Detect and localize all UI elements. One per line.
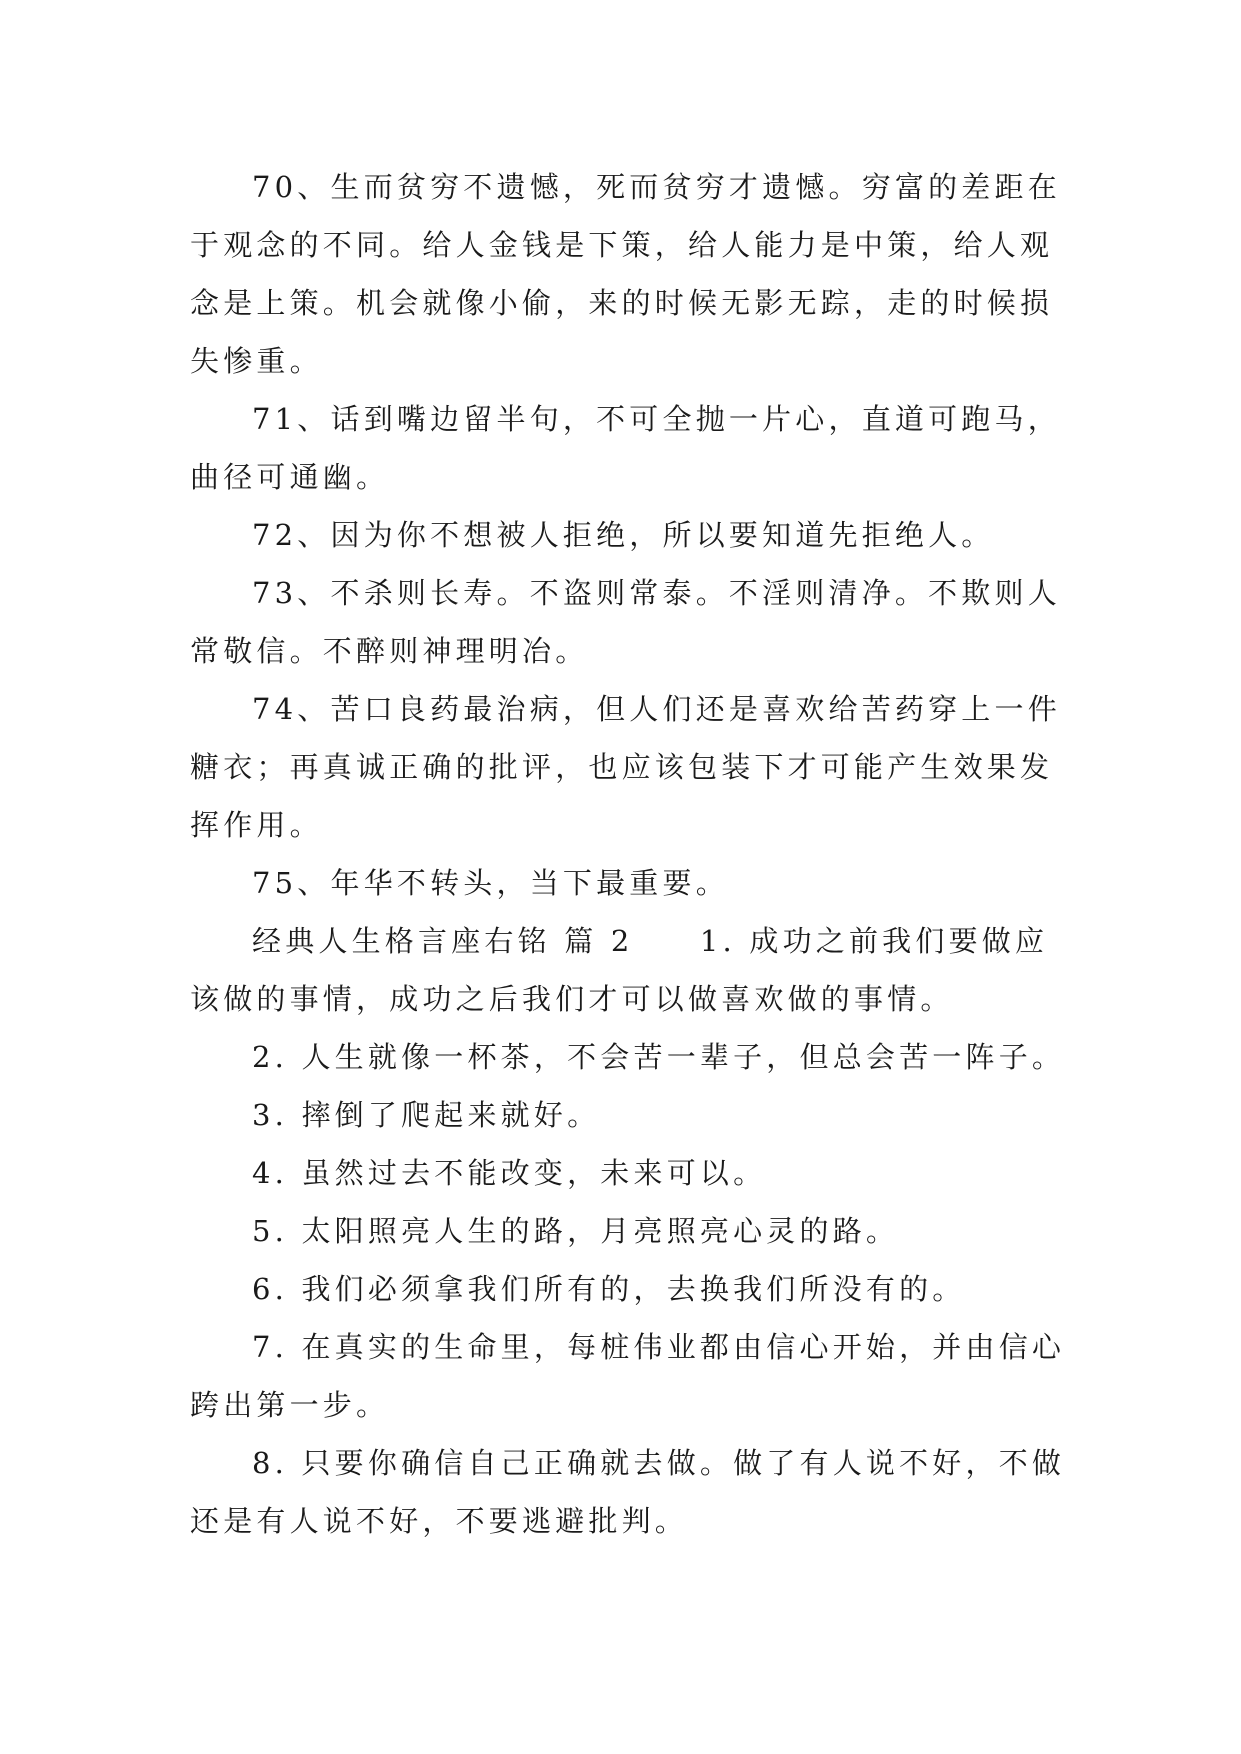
paragraph-8: 8. 只要你确信自己正确就去做。做了有人说不好，不做还是有人说不好，不要逃避批判。 [190, 1446, 1066, 1538]
paragraph-5: 5. 太阳照亮人生的路，月亮照亮心灵的路。 [252, 1214, 900, 1248]
paragraph-4: 4. 虽然过去不能改变，未来可以。 [252, 1156, 767, 1190]
paragraph-70: 70、生而贫穷不遗憾，死而贫穷才遗憾。穷富的差距在于观念的不同。给人金钱是下策，给人能力是中策，给人观念是上策。机会就像小偷，来的时候无影无踪，走的时候损失惨重。 [190, 170, 1061, 378]
paragraph-71: 71、话到嘴边留半句，不可全抛一片心，直道可跑马，曲径可通幽。 [190, 402, 1061, 494]
paragraph-3: 3. 摔倒了爬起来就好。 [252, 1098, 601, 1132]
paragraph-2: 2. 人生就像一杯茶，不会苦一辈子，但总会苦一阵子。 [252, 1040, 1066, 1074]
paragraph-7: 7. 在真实的生命里，每桩伟业都由信心开始，并由信心跨出第一步。 [190, 1330, 1066, 1422]
paragraph-72: 72、因为你不想被人拒绝，所以要知道先拒绝人。 [252, 518, 995, 552]
paragraph-73: 73、不杀则长寿。不盗则常泰。不淫则清净。不欺则人常敬信。不醉则神理明冶。 [190, 576, 1061, 668]
section-heading-paragraph-1: 经典人生格言座右铭 篇 2 1. 成功之前我们要做应该做的事情，成功之后我们才可以做喜欢做的事情。 [190, 924, 1049, 1016]
paragraph-74: 74、苦口良药最治病，但人们还是喜欢给苦药穿上一件糖衣；再真诚正确的批评，也应该包装下才可能产生效果发挥作用。 [190, 692, 1061, 842]
paragraph-75: 75、年华不转头，当下最重要。 [252, 866, 729, 900]
paragraph-6: 6. 我们必须拿我们所有的，去换我们所没有的。 [252, 1272, 966, 1306]
document-body [190, 158, 1070, 1550]
